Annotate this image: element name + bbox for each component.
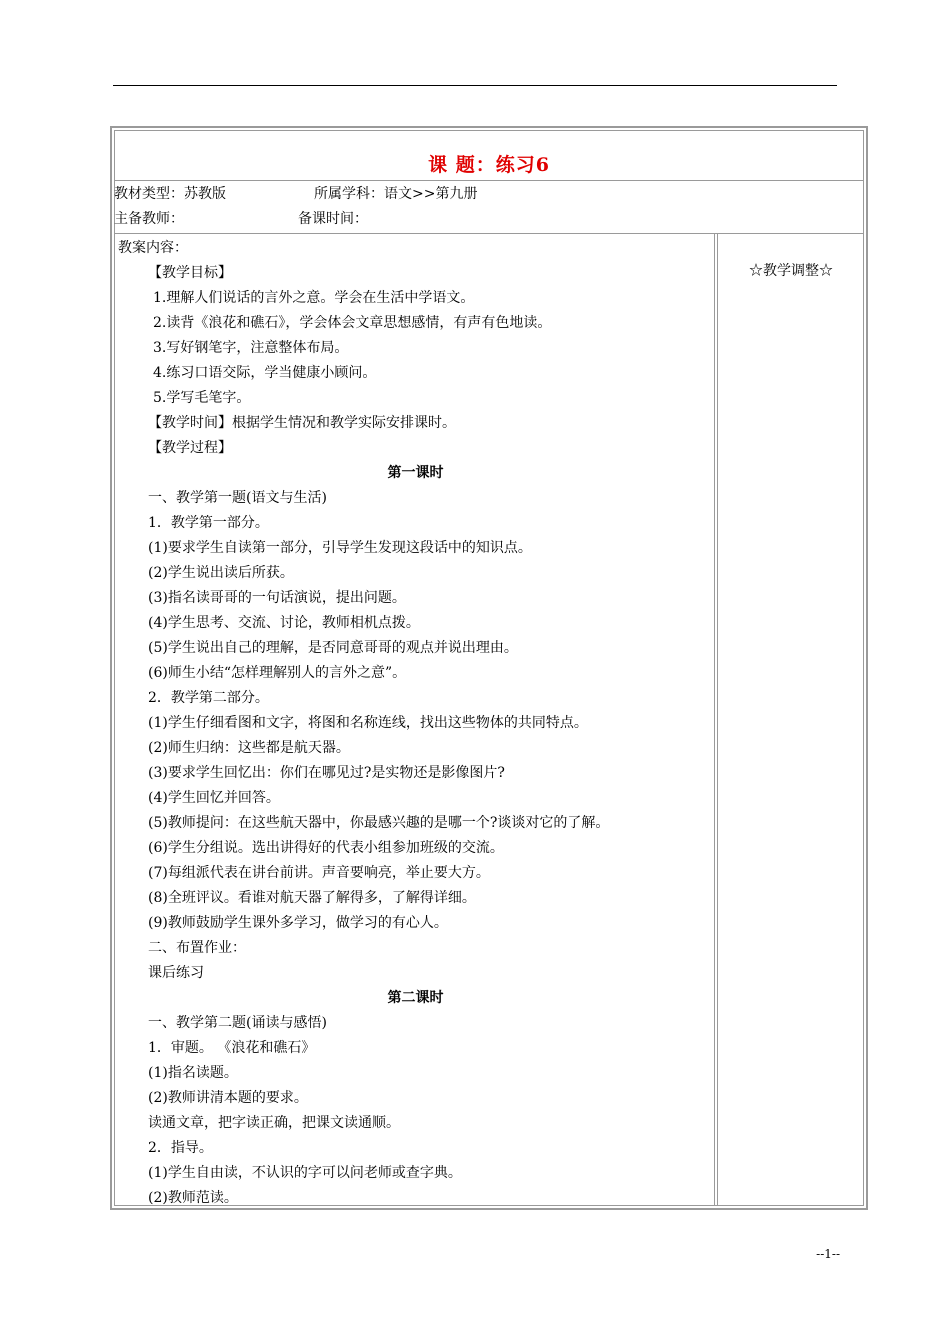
content-line: (9)教师鼓励学生课外多学习，做学习的有心人。 bbox=[148, 915, 448, 931]
content-line: 一、教学第一题(语文与生活) bbox=[148, 490, 327, 506]
content-line: 4.练习口语交际，学当健康小顾问。 bbox=[153, 365, 377, 381]
content-line: (1)要求学生自读第一部分，引导学生发现这段话中的知识点。 bbox=[148, 540, 532, 556]
content-line: (6)学生分组说。选出讲得好的代表小组参加班级的交流。 bbox=[148, 840, 504, 856]
content-line: (5)教师提问：在这些航天器中，你最感兴趣的是哪一个?谈谈对它的了解。 bbox=[148, 815, 610, 831]
teaching-adjustment-label: ☆教学调整☆ bbox=[749, 263, 833, 279]
subject: 所属学科：语文>>第九册 bbox=[314, 186, 478, 202]
content-line: 2．教学第二部分。 bbox=[148, 690, 269, 706]
lesson-content bbox=[118, 236, 713, 1211]
content-line: (5)学生说出自己的理解，是否同意哥哥的观点并说出理由。 bbox=[148, 640, 518, 656]
content-line: 2．指导。 bbox=[148, 1140, 213, 1156]
content-line: 5.学写毛笔字。 bbox=[153, 390, 251, 406]
page-number: --1-- bbox=[816, 1247, 840, 1261]
header-rule bbox=[113, 85, 837, 86]
content-line: (2)教师范读。 bbox=[148, 1190, 238, 1206]
content-line: (3)指名读哥哥的一句话演说，提出问题。 bbox=[148, 590, 406, 606]
textbook-type: 教材类型：苏教版 bbox=[114, 186, 226, 202]
content-line: (3)要求学生回忆出：你们在哪见过?是实物还是影像图片? bbox=[148, 765, 505, 781]
content-lines bbox=[118, 261, 713, 1211]
content-line: 1．审题。 《浪花和礁石》 bbox=[148, 1040, 316, 1056]
row-divider bbox=[114, 233, 864, 234]
content-line: 课后练习 bbox=[148, 965, 204, 981]
content-line: (7)每组派代表在讲台前讲。声音要响亮，举止要大方。 bbox=[148, 865, 490, 881]
content-line: 一、教学第二题(诵读与感悟) bbox=[148, 1015, 327, 1031]
content-line: (2)教师讲清本题的要求。 bbox=[148, 1090, 308, 1106]
content-line: 1.理解人们说话的言外之意。学会在生活中学语文。 bbox=[153, 290, 475, 306]
content-line: (8)全班评议。看谁对航天器了解得多，了解得详细。 bbox=[148, 890, 476, 906]
section-heading: 第一课时 bbox=[387, 465, 444, 481]
lesson-title: 课 题：练习6 bbox=[428, 154, 550, 176]
content-line: 【教学过程】 bbox=[148, 440, 232, 456]
column-divider bbox=[714, 233, 715, 1206]
content-line: (1)指名读题。 bbox=[148, 1065, 238, 1081]
content-line: 【教学时间】根据学生情况和教学实际安排课时。 bbox=[148, 415, 456, 431]
content-line: (1)学生仔细看图和文字，将图和名称连线，找出这些物体的共同特点。 bbox=[148, 715, 588, 731]
content-line: 二、布置作业： bbox=[148, 940, 246, 956]
content-line: 【教学目标】 bbox=[148, 265, 232, 281]
content-line: (4)学生思考、交流、讨论，教师相机点拨。 bbox=[148, 615, 420, 631]
content-line: (2)师生归纳：这些都是航天器。 bbox=[148, 740, 350, 756]
content-label: 教案内容： bbox=[118, 240, 188, 256]
content-line: 2.读背《浪花和礁石》，学会体会文章思想感情，有声有色地读。 bbox=[153, 315, 552, 331]
teacher: 主备教师： bbox=[114, 211, 184, 227]
content-line: 读通文章，把字读正确，把课文读通顺。 bbox=[148, 1115, 400, 1131]
content-line: 3.写好钢笔字，注意整体布局。 bbox=[153, 340, 349, 356]
row-divider bbox=[114, 180, 864, 181]
prep-time: 备课时间： bbox=[298, 211, 368, 227]
content-line: (1)学生自由读，不认识的字可以问老师或查字典。 bbox=[148, 1165, 462, 1181]
content-line: (4)学生回忆并回答。 bbox=[148, 790, 280, 806]
section-heading: 第二课时 bbox=[387, 990, 444, 1006]
content-line: 1．教学第一部分。 bbox=[148, 515, 269, 531]
content-line: (2)学生说出读后所获。 bbox=[148, 565, 294, 581]
column-divider bbox=[717, 233, 718, 1206]
content-line: (6)师生小结“怎样理解别人的言外之意”。 bbox=[148, 665, 407, 681]
